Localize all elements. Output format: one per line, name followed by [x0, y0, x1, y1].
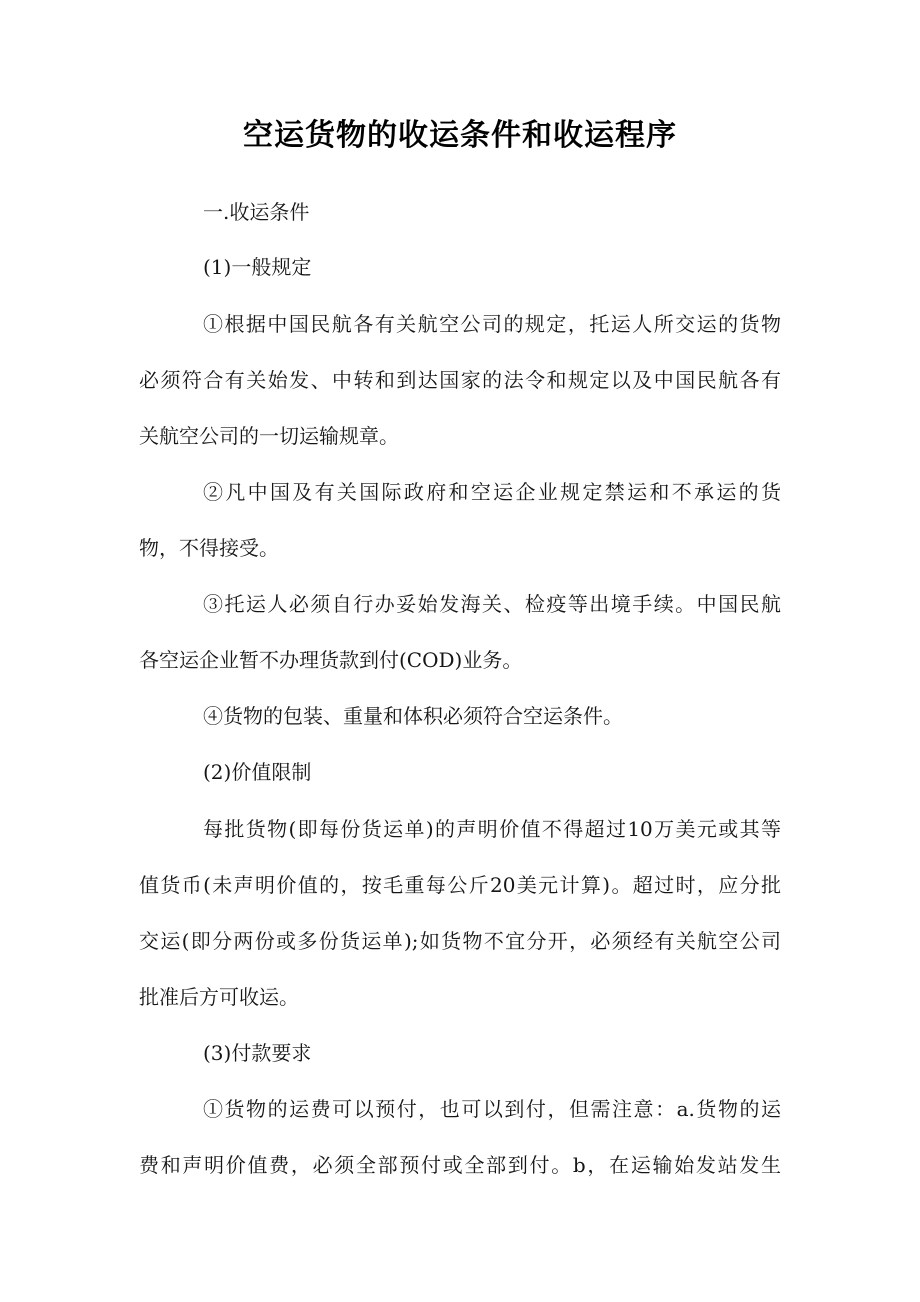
paragraph-line: 交运(即分两份或多份货运单);如货物不宜分开，必须经有关航空公司: [139, 929, 781, 953]
paragraph-line: 关航空公司的一切运输规章。: [139, 424, 399, 448]
paragraph-line: 批准后方可收运。: [139, 985, 299, 1009]
paragraph-line: 费和声明价值费，必须全部预付或全部到付。b，在运输始发站发生: [139, 1153, 781, 1177]
subsection-heading: (1)一般规定: [203, 255, 312, 279]
subsection-heading: (3)付款要求: [203, 1041, 312, 1065]
paragraph-line: ①根据中国民航各有关航空公司的规定，托运人所交运的货物: [203, 312, 781, 336]
paragraph-line: ①货物的运费可以预付，也可以到付，但需注意：a.货物的运: [203, 1097, 781, 1121]
paragraph-line: ③托运人必须自行办妥始发海关、检疫等出境手续。中国民航: [203, 592, 781, 616]
paragraph-line: ④货物的包装、重量和体积必须符合空运条件。: [203, 704, 623, 728]
paragraph-line: 每批货物(即每份货运单)的声明价值不得超过10万美元或其等: [203, 817, 781, 841]
paragraph-line: 各空运企业暂不办理货款到付(COD)业务。: [139, 648, 523, 672]
paragraph-line: 物，不得接受。: [139, 536, 279, 560]
paragraph-line: 值货币(未声明价值的，按毛重每公斤20美元计算)。超过时，应分批: [139, 873, 781, 897]
section-heading: 一.收运条件: [203, 200, 310, 224]
paragraph-line: 必须符合有关始发、中转和到达国家的法令和规定以及中国民航各有: [139, 368, 781, 392]
document-title: 空运货物的收运条件和收运程序: [243, 118, 677, 153]
paragraph-line: ②凡中国及有关国际政府和空运企业规定禁运和不承运的货: [203, 480, 781, 504]
subsection-heading: (2)价值限制: [203, 760, 312, 784]
